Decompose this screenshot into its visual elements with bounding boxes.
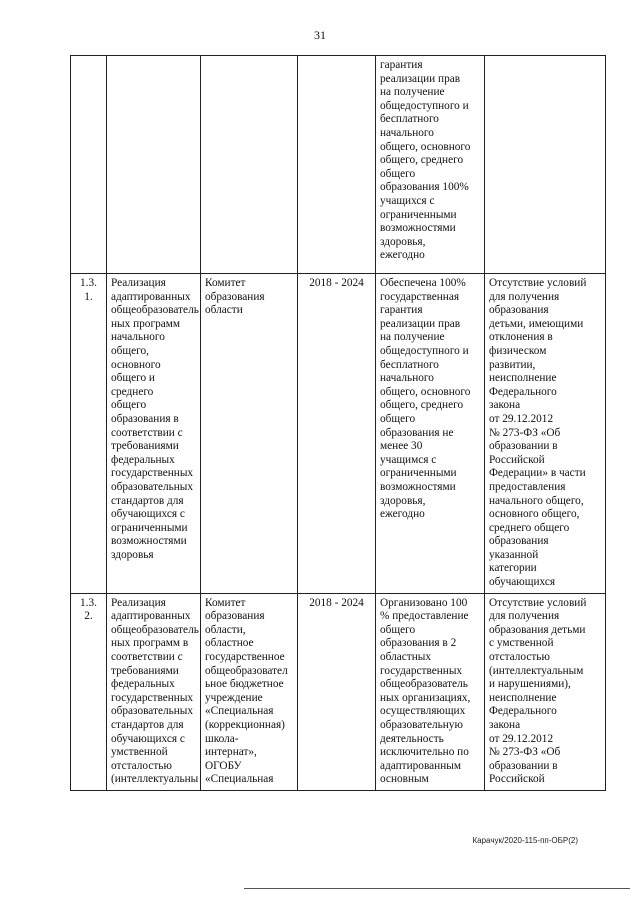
row-number-cell [71,56,107,274]
table-row [71,56,606,274]
executor-cell: Комитет образования области, областное государственное общеобразовател ьное бюджетное учреждение «Специальная (коррекционная) школа- интернат», ОГОБУ «Специальная [201,593,298,790]
period-cell: 2018 - 2024 [298,274,376,594]
result-cell: Обеспечена 100% государственная гарантия реализации прав на получение общедоступного и бесплатного начального общего, основного общего, среднего общего образования не менее 30 учащимся с ограниченными возможностями здоровья, ежегодно [376,274,485,594]
executor-cell [201,56,298,274]
table-row [71,593,606,790]
period-cell: 2018 - 2024 [298,593,376,790]
activity-cell: Реализация адаптированных общеобразователь ных программ в соответствии с требованиями федеральных государственных образовательных стандартов для обучающихся с умственной отсталостью (интеллектуальны [107,593,201,790]
result-cell: гарантия реализации прав на получение общедоступного и бесплатного начального общего, основного общего, среднего общего образования 100% учащихся с ограниченными возможностями здоровья, ежегодно [376,56,485,274]
result-cell: Организовано 100 % предоставление общего образования в 2 областных государственных общеобразователь ных организациях, осуществляющих образовательную деятельность исключительно по адаптированным основным [376,593,485,790]
page-number: 31 [314,28,326,42]
row-number-cell: 1.3. 1. [71,274,107,594]
table-row [71,274,606,594]
footer-divider [244,888,630,889]
period-cell [298,56,376,274]
consequence-cell: Отсутствие условий для получения образования детьми с умственной отсталостью (интеллектуальным и нарушениями), неисполнение Федерального закона от 29.12.2012 № 273-ФЗ «Об образовании в Российской [485,593,606,790]
activity-cell: Реализация адаптированных общеобразователь ных программ начального общего, основного общего и среднего общего образования в соответствии с требованиями федеральных государственных образовательных стандартов для обучающихся с ограниченными возможностями здоровья [107,274,201,594]
executor-cell: Комитет образования области [201,274,298,594]
program-table [70,55,606,791]
consequence-cell [485,56,606,274]
consequence-cell: Отсутствие условий для получения образования детьми, имеющими отклонения в физическом развитии, неисполнение Федерального закона от 29.12.2012 № 273-ФЗ «Об образовании в Российской Федерации» в части предоставления начального общего, основного общего, среднего общего образования указанной категории обучающихся [485,274,606,594]
row-number-cell: 1.3. 2. [71,593,107,790]
document-code: Карачук/2020-115-пп-ОБР(2) [472,836,578,845]
activity-cell [107,56,201,274]
